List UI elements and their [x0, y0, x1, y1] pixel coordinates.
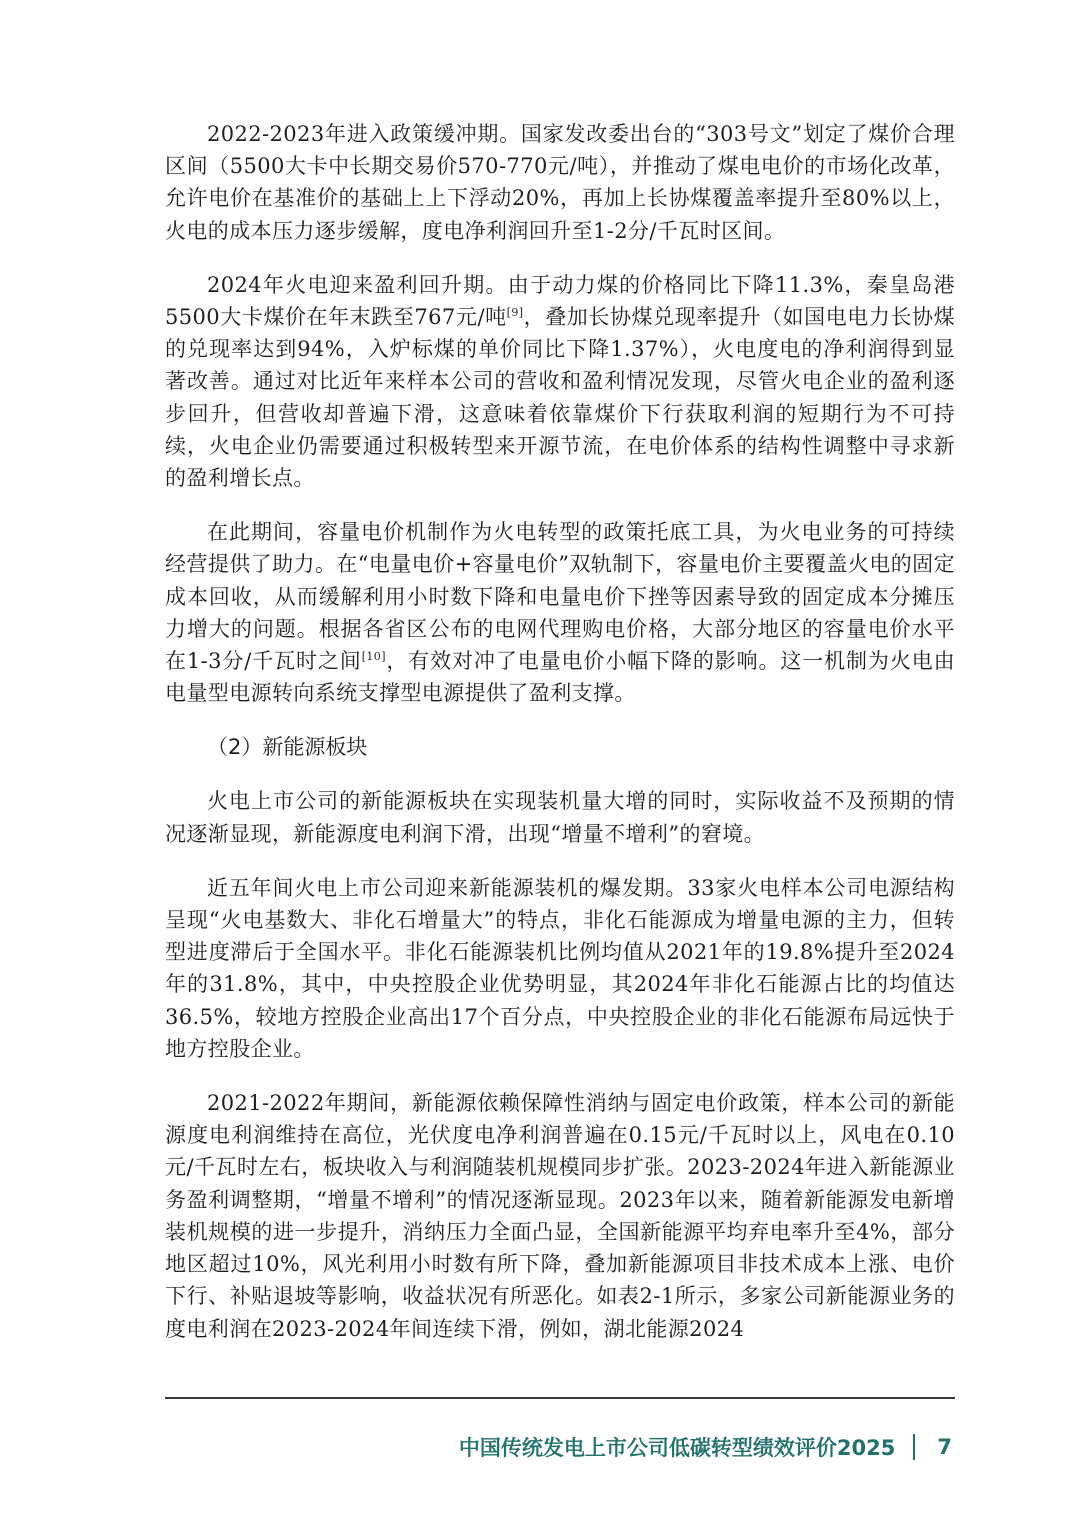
citation-ref: [9] [506, 306, 524, 320]
paragraph-new-energy-intro: 火电上市公司的新能源板块在实现装机量大增的同时，实际收益不及预期的情况逐渐显现，新能源度电利润下滑，出现“增量不增利”的窘境。 [165, 789, 955, 846]
paragraph-profit-recovery [165, 269, 955, 494]
section-heading: （2）新能源板块 [207, 735, 368, 760]
paragraph-text: 在此期间，容量电价机制作为火电转型的政策托底工具，为火电业务的可持续经营提供了助力。在“电量电价+容量电价”双轨制下，容量电价主要覆盖火电的固定成本回收，从而缓解利用小时数下降和电量电价下挫等因素导致的固定成本分摊压力增大的问题。根据各省区公布的电网代理购电价格，大部分地区的容量电价水平在1-3分/千瓦时之间 [165, 520, 955, 674]
page-footer [459, 1430, 952, 1464]
citation-ref: [10] [361, 650, 386, 664]
paragraph-text: ，有效对冲了电量电价小幅下降的影响。这一机制为火电由电量型电源转向系统支撑型电源提供了盈利支撑。 [165, 649, 955, 706]
paragraph-capacity-price [165, 516, 955, 709]
paragraph-policy-buffer: 2022-2023年进入政策缓冲期。国家发改委出台的“303号文”划定了煤价合理区间（5500大卡中长期交易价570-770元/吨），并推动了煤电电价的市场化改革，允许电价在基准价的基础上上下浮动20%，再加上长协煤覆盖率提升至80%以上，火电的成本压力逐步缓解，度电净利润回升至1-2分/千瓦时区间。 [165, 122, 955, 243]
paragraph-new-energy-profit: 2021-2022年期间，新能源依赖保障性消纳与固定电价政策，样本公司的新能源度电利润维持在高位，光伏度电净利润普遍在0.15元/千瓦时以上，风电在0.10元/千瓦时左右，板块收入与利润随装机规模同步扩张。2023-2024年进入新能源业务盈利调整期，“增量不增利”的情况逐渐显现。2023年以来，随着新能源发电新增装机规模的进一步提升，消纳压力全面凸显，全国新能源平均弃电率升至4%，部分地区超过10%，风光利用小时数有所下降，叠加新能源项目非技术成本上涨、电价下行、补贴退坡等影响，收益状况有所恶化。如表2-1所示，多家公司新能源业务的度电利润在2023-2024年间连续下滑，例如，湖北能源2024 [165, 1091, 955, 1341]
paragraph-text: ，叠加长协煤兑现率提升（如国电电力长协煤的兑现率达到94%，入炉标煤的单价同比下降1.37%），火电度电的净利润得到显著改善。通过对比近年来样本公司的营收和盈利情况发现，尽管火电企业的盈利逐步回升，但营收却普遍下滑，这意味着依靠煤价下行获取利润的短期行为不可持续，火电企业仍需要通过积极转型来开源节流，在电价体系的结构性调整中寻求新的盈利增长点。 [165, 305, 955, 491]
page-number: 7 [937, 1435, 952, 1459]
footer-divider [165, 1397, 955, 1399]
paragraph-new-energy-boom: 近五年间火电上市公司迎来新能源装机的爆发期。33家火电样本公司电源结构呈现“火电基数大、非化石增量大”的特点，非化石能源成为增量电源的主力，但转型进度滞后于全国水平。非化石能源装机比例均值从2021年的19.8%提升至2024年的31.8%，其中，中央控股企业优势明显，其2024年非化石能源占比的均值达36.5%，较地方控股企业高出17个百分点，中央控股企业的非化石能源布局远快于地方控股企业。 [165, 875, 955, 1061]
body-text [165, 118, 955, 1345]
paragraph-text: 2024年火电迎来盈利回升期。由于动力煤的价格同比下降11.3%，秦皇岛港5500大卡煤价在年末跌至767元/吨 [165, 272, 955, 330]
report-title: 中国传统发电上市公司低碳转型绩效评价2025 [458, 1436, 896, 1460]
footer-separator [913, 1434, 915, 1460]
